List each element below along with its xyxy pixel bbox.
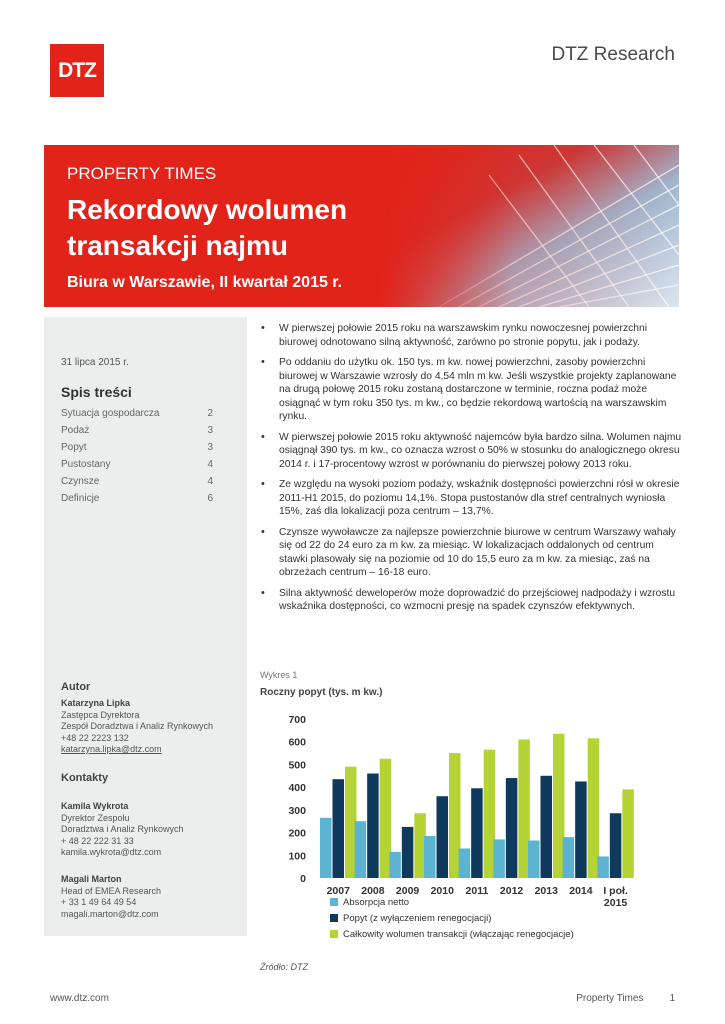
page-title [67,192,347,264]
table-of-contents [61,405,213,507]
footer-url-link[interactable]: www.dtz.com [50,993,109,1004]
figure-source: Źródło: DTZ [260,962,309,972]
author-name: Katarzyna Lipka [61,698,131,708]
bar-absorpcja [459,848,471,878]
author-phone: +48 22 2223 132 [61,732,129,743]
legend-label: Popyt (z wyłączeniem renegocjacji) [343,913,492,924]
author-email-link[interactable]: katarzyna.lipka@dtz.com [61,744,162,754]
bar-absorpcja [563,837,575,878]
contacts-heading: Kontakty [61,772,109,784]
footer-right [550,993,675,1004]
contact-email[interactable]: kamila.wykrota@dtz.com [61,847,162,857]
bar-absorpcja [597,856,609,878]
contact-card [61,801,184,859]
toc-item-label: Pustostany [61,459,111,470]
building-photo [379,145,679,307]
publication-date: 31 lipca 2015 r. [61,357,129,368]
y-tick-label: 400 [288,782,306,795]
legend-label: Absorpcja netto [343,897,410,908]
x-tick-label: 2010 [430,885,454,897]
contact-team: Doradztwa i Analiz Rynkowych [61,824,184,834]
bar-popyt [506,778,518,878]
toc-item[interactable] [61,490,213,507]
bar-absorpcja [355,821,367,878]
y-tick-label: 600 [288,736,306,749]
toc-item-label: Sytuacja gospodarcza [61,408,160,419]
x-tick-label: 2013 [534,885,558,897]
toc-item[interactable] [61,422,213,439]
x-tick-label: 2008 [361,885,385,897]
title-banner [44,145,679,307]
figure-title: Roczny popyt (tys. m kw.) [260,687,383,698]
toc-item-page: 4 [207,476,213,487]
author-role: Zastępca Dyrektora [61,709,140,720]
bar-absorpcja [320,818,332,878]
key-point: • Czynsze wywoławcze za najlepsze powierzchnie biurowe w centrum Warszawy wahały się od 22 do 24 euro za m kw. za miesiąc. W lokalizacjach oddalonych od centrum stawki plasowały się na poziomie od 10 do 15,5 euro za m kw. za miesiąc, zaś na obrzeżach centrum – 16-18 euro. [258,526,682,580]
x-tick-label: 2014 [569,885,593,897]
y-tick-label: 0 [300,873,306,885]
bar-popyt [367,774,379,878]
y-tick-label: 500 [288,759,306,772]
author-heading: Autor [61,681,91,693]
toc-item-page: 6 [207,493,213,504]
key-point: • W pierwszej połowie 2015 roku aktywność najemców była bardzo silna. Wolumen najmu osiągnął 390 tys. m kw., co oznacza wzrost o 50% w stosunku do analogicznego okresu 2014 r. i 17-procentowy wzrost w porównaniu do pierwszej połowy 2013 roku. [258,431,682,472]
legend-swatch [330,898,338,906]
x-tick-label: 2007 [326,885,350,897]
toc-title: Spis treści [61,384,132,400]
author-team: Zespół Doradztwa i Analiz Rynkowych [61,721,214,731]
x-tick-label: 2012 [499,885,524,897]
bar-całkowity [622,789,634,878]
key-point: • Po oddaniu do użytku ok. 150 tys. m kw. nowej powierzchni, zasoby powierzchni biurowej w Warszawie wzrosły do 4,54 mln m kw. Jeśli wszystkie projekty zaplanowane na drugą połowę 2015 roku zostaną dostarczone w terminie, roczna podaż może osiągnąć w tym roku 350 tys. m kw., co będzie rekordową wartością na warszawskim rynku. [258,356,682,424]
footer-publication: Property Times [576,993,644,1004]
contact-phone: + 48 22 222 31 33 [61,835,134,846]
author-card [61,698,213,756]
key-points-list [258,322,682,621]
page-number: 1 [669,993,675,1004]
toc-item-page: 2 [207,408,213,419]
y-tick-label: 100 [288,850,306,863]
toc-item-label: Popyt [61,442,87,453]
toc-item-label: Definicje [61,493,100,504]
key-point: • Ze względu na wysoki poziom podaży, wskaźnik dostępności powierzchni rósł w okresie 2011-H1 2015, do poziomu 14,1%. Stopa pustostanów dla stref centralnych wyniosła 15%, zaś dla lokalizacji poza centrum – 13,7%. [258,478,682,519]
dtz-logo: DTZ [50,44,104,97]
toc-item-label: Czynsze [61,476,100,487]
figure-label: Wykres 1 [260,670,298,680]
key-point: • Silna aktywność deweloperów może doprowadzić do przejściowej nadpodaży i wzrostu wskaźnika dostępności, co wzmocni presję na spadek czynszów efektywnych. [258,587,682,614]
x-tick-label: 2011 [465,885,489,897]
bar-popyt [610,813,622,878]
contact-phone: + 33 1 49 64 49 54 [61,897,137,907]
bar-popyt [437,796,449,878]
bar-popyt [541,776,553,878]
x-tick-label: 2009 [395,885,420,897]
toc-item-page: 4 [207,459,213,470]
legend-label: Całkowity wolumen transakcji (włączając renegocjacje) [343,929,574,940]
toc-item[interactable] [61,473,213,490]
toc-item-page: 3 [207,425,213,436]
title-line-1: Rekordowy wolumen [67,194,348,225]
bar-popyt [575,781,587,878]
contact-role: Head of EMEA Research [61,885,162,896]
y-tick-label: 300 [288,804,306,817]
toc-item[interactable] [61,456,213,473]
bar-absorpcja [493,839,505,878]
toc-item[interactable] [61,405,213,422]
demand-bar-chart [258,705,678,950]
bar-absorpcja [389,852,401,878]
contact-name: Magali Marton [61,874,122,884]
x-tick-label-cont: 2015 [603,897,628,909]
dtz-research-label: DTZ Research [551,44,675,65]
x-tick-label: I poł. [603,885,628,897]
contact-card [61,874,161,920]
toc-item-page: 3 [207,442,213,453]
bar-popyt [402,827,414,878]
contact-email[interactable]: magali.marton@dtz.com [61,908,159,919]
title-line-2: transakcji najmu [67,230,288,261]
bar-absorpcja [424,836,436,878]
legend-swatch [330,930,338,938]
y-tick-label: 200 [288,827,306,840]
toc-item-label: Podaż [61,425,90,436]
contact-name: Kamila Wykrota [61,801,129,811]
contact-role: Dyrektor Zespołu [61,812,130,823]
key-point: • W pierwszej połowie 2015 roku na warszawskim rynku nowoczesnej powierzchni biurowej odnotowano silną aktywność, zarówno po stronie popytu, jak i podaży. [258,322,682,349]
publication-kicker: PROPERTY TIMES [67,164,217,183]
sidebar [44,317,247,936]
toc-item[interactable] [61,439,213,456]
y-tick-label: 700 [288,714,306,726]
bar-popyt [471,788,483,878]
page-subtitle: Biura w Warszawie, II kwartał 2015 r. [67,274,343,291]
bar-popyt [333,779,345,878]
bar-absorpcja [528,841,540,878]
legend-swatch [330,914,338,922]
